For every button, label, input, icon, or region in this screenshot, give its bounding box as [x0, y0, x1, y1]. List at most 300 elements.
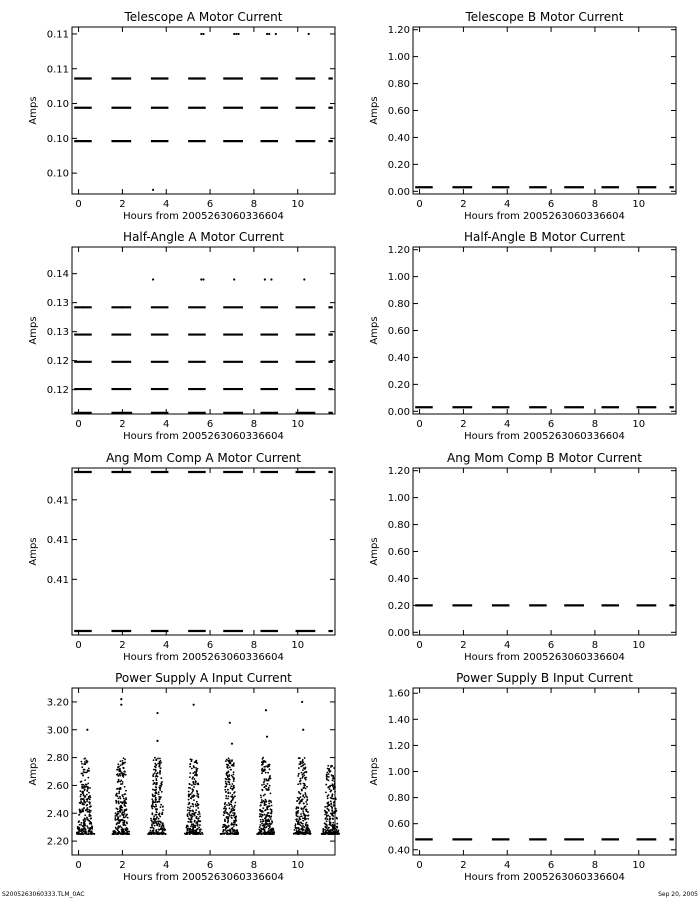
data-point	[226, 804, 228, 806]
data-point	[196, 801, 198, 803]
data-point	[158, 793, 160, 795]
y-tick-label: 0.80	[387, 793, 410, 805]
chart-title: Half-Angle A Motor Current	[123, 230, 284, 244]
data-point	[302, 795, 304, 797]
y-tick-label: 1.00	[387, 767, 410, 778]
plot-frame	[413, 688, 676, 855]
data-point	[304, 819, 306, 821]
data-point	[117, 797, 119, 799]
y-axis-label: Amps	[28, 316, 39, 345]
data-point	[300, 824, 302, 826]
data-point	[223, 829, 225, 831]
data-point	[159, 766, 161, 768]
data-point	[123, 763, 125, 765]
data-point	[196, 824, 198, 826]
data-cluster	[76, 757, 95, 835]
data-point	[303, 833, 305, 835]
data-point	[82, 773, 84, 775]
data-point	[300, 793, 302, 795]
data-point	[231, 800, 233, 802]
plot-frame	[413, 247, 676, 414]
data-point	[229, 815, 231, 817]
data-point	[303, 813, 305, 815]
data-point	[261, 823, 263, 825]
data-point	[86, 801, 88, 803]
data-point	[265, 820, 267, 822]
data-point	[224, 806, 226, 808]
data-point	[161, 833, 163, 835]
data-point	[331, 783, 333, 785]
chart-title: Telescope A Motor Current	[124, 10, 283, 24]
data-point	[121, 833, 123, 835]
data-point	[192, 806, 194, 808]
data-point	[197, 813, 199, 815]
data-point	[234, 816, 236, 818]
data-point	[265, 827, 267, 829]
data-point	[227, 822, 229, 824]
data-point	[115, 807, 117, 809]
data-point	[122, 796, 124, 798]
data-point	[117, 775, 119, 777]
data-point	[81, 798, 83, 800]
data-point	[152, 793, 154, 795]
data-point	[83, 801, 85, 803]
y-tick-label: 0.12	[46, 385, 69, 397]
data-point	[300, 796, 302, 798]
data-point	[262, 789, 264, 791]
data-point	[120, 805, 122, 807]
data-point	[231, 783, 233, 785]
data-point	[126, 823, 128, 825]
y-tick-label: 3.20	[46, 697, 69, 709]
data-point	[160, 762, 162, 764]
data-point	[79, 833, 81, 835]
data-point	[119, 815, 121, 817]
data-point	[329, 816, 331, 818]
y-tick-label: 1.60	[387, 688, 410, 700]
data-point	[90, 818, 92, 820]
data-point	[159, 787, 161, 789]
chart-panel-2	[369, 10, 676, 222]
data-point	[155, 791, 157, 793]
data-point	[191, 816, 193, 818]
data-point	[271, 813, 273, 815]
data-point	[265, 788, 267, 790]
data-point	[295, 808, 297, 810]
y-tick-label: 1.20	[387, 25, 410, 37]
data-point	[81, 763, 83, 765]
data-point	[83, 795, 85, 797]
data-point	[261, 769, 263, 771]
data-point	[270, 792, 272, 794]
y-tick-label: 2.20	[46, 836, 69, 848]
data-point	[336, 827, 338, 829]
data-point	[305, 825, 307, 827]
data-point	[155, 805, 157, 807]
data-point	[192, 810, 194, 812]
data-point	[152, 803, 154, 805]
data-point	[112, 830, 114, 832]
data-point	[333, 805, 335, 807]
data-point	[297, 775, 299, 777]
data-point	[295, 833, 297, 835]
data-point	[188, 811, 190, 813]
data-point	[195, 822, 197, 824]
data-point	[200, 33, 202, 35]
data-point	[233, 814, 235, 816]
data-point	[232, 807, 234, 809]
data-point	[117, 773, 119, 775]
data-point	[158, 814, 160, 816]
data-point	[83, 789, 85, 791]
data-point	[330, 831, 332, 833]
data-point	[83, 798, 85, 800]
data-point	[159, 773, 161, 775]
x-tick-label: 2	[119, 860, 126, 871]
data-point	[196, 833, 198, 835]
data-point	[304, 792, 306, 794]
y-tick-label: 0.10	[46, 168, 69, 180]
data-point	[260, 797, 262, 799]
data-point	[117, 781, 119, 783]
data-point	[193, 833, 195, 835]
data-point	[152, 829, 154, 831]
data-point	[156, 740, 158, 742]
data-point	[233, 771, 235, 773]
data-point	[330, 803, 332, 805]
data-point	[82, 775, 84, 777]
data-point	[123, 831, 125, 833]
data-point	[294, 825, 296, 827]
data-point	[154, 825, 156, 827]
y-axis-label: Amps	[28, 757, 39, 786]
data-point	[228, 825, 230, 827]
data-point	[117, 769, 119, 771]
x-axis-label: Hours from 2005263060336604	[123, 652, 284, 663]
data-point	[151, 798, 153, 800]
y-tick-label: 1.00	[387, 493, 410, 505]
data-point	[330, 813, 332, 815]
data-point	[120, 819, 122, 821]
data-point	[306, 786, 308, 788]
data-point	[194, 774, 196, 776]
data-point	[78, 833, 80, 835]
data-point	[86, 794, 88, 796]
x-axis-label: Hours from 2005263060336604	[464, 872, 625, 883]
data-point	[189, 758, 191, 760]
data-cluster	[293, 757, 312, 835]
data-point	[198, 817, 200, 819]
data-point	[233, 825, 235, 827]
x-tick-label: 0	[75, 640, 82, 651]
data-point	[229, 779, 231, 781]
data-point	[153, 819, 155, 821]
data-point	[299, 778, 301, 780]
chart-panel-6	[369, 451, 676, 663]
x-tick-label: 4	[504, 640, 511, 651]
data-point	[232, 794, 234, 796]
data-point	[306, 796, 308, 798]
chart-panel-1	[28, 10, 335, 222]
data-point	[233, 806, 235, 808]
data-point	[270, 778, 272, 780]
data-point	[87, 786, 89, 788]
y-tick-label: 0.11	[46, 64, 69, 76]
data-point	[88, 770, 90, 772]
data-point	[191, 784, 193, 786]
data-point	[324, 814, 326, 816]
data-point	[229, 792, 231, 794]
data-point	[235, 833, 237, 835]
data-point	[306, 803, 308, 805]
y-tick-label: 0.00	[387, 406, 410, 418]
data-point	[299, 802, 301, 804]
data-point	[189, 772, 191, 774]
data-point	[83, 758, 85, 760]
data-point	[196, 816, 198, 818]
data-point	[158, 829, 160, 831]
data-point	[230, 787, 232, 789]
data-point	[301, 815, 303, 817]
data-point	[125, 809, 127, 811]
data-point	[327, 829, 329, 831]
data-point	[266, 833, 268, 835]
data-point	[268, 803, 270, 805]
data-point	[266, 736, 268, 738]
data-point	[120, 698, 122, 700]
data-point	[88, 768, 90, 770]
x-tick-label: 0	[75, 860, 82, 871]
data-point	[271, 805, 273, 807]
data-point	[162, 830, 164, 832]
data-point	[197, 828, 199, 830]
data-point	[119, 774, 121, 776]
data-point	[158, 791, 160, 793]
data-point	[159, 785, 161, 787]
data-point	[121, 802, 123, 804]
data-point	[266, 806, 268, 808]
data-point	[322, 830, 324, 832]
data-point	[296, 806, 298, 808]
data-point	[116, 788, 118, 790]
data-cluster	[184, 758, 204, 835]
data-point	[233, 780, 235, 782]
data-point	[193, 786, 195, 788]
data-point	[83, 820, 85, 822]
x-tick-label: 6	[206, 860, 214, 871]
data-point	[82, 306, 84, 308]
data-point	[330, 800, 332, 802]
data-point	[262, 807, 264, 809]
data-point	[125, 774, 127, 776]
data-point	[85, 784, 87, 786]
data-point	[298, 763, 300, 765]
data-point	[89, 798, 91, 800]
x-axis-label: Hours from 2005263060336604	[123, 872, 284, 883]
data-point	[261, 811, 263, 813]
data-point	[127, 833, 129, 835]
y-tick-label: 0.41	[46, 495, 69, 507]
data-point	[80, 796, 82, 798]
data-point	[301, 760, 303, 762]
data-point	[305, 828, 307, 830]
data-point	[302, 817, 304, 819]
chart-panel-5	[28, 451, 335, 663]
data-point	[235, 824, 237, 826]
x-tick-label: 0	[75, 419, 82, 430]
data-point	[82, 803, 84, 805]
data-point	[197, 820, 199, 822]
data-point	[120, 704, 122, 706]
x-tick-label: 2	[119, 199, 126, 210]
data-point	[333, 798, 335, 800]
data-point	[121, 829, 123, 831]
y-tick-label: 3.00	[46, 725, 69, 737]
data-point	[224, 802, 226, 804]
data-point	[261, 764, 263, 766]
data-point	[155, 811, 157, 813]
data-point	[260, 804, 262, 806]
data-point	[152, 783, 154, 785]
y-tick-label: 0.40	[387, 573, 410, 585]
data-point	[84, 769, 86, 771]
x-tick-label: 8	[591, 640, 599, 651]
data-point	[117, 811, 119, 813]
data-point	[293, 833, 295, 835]
y-tick-label: 0.13	[46, 327, 69, 339]
data-point	[117, 829, 119, 831]
data-point	[332, 779, 334, 781]
data-point	[190, 797, 192, 799]
data-point	[229, 807, 231, 809]
chart-title: Telescope B Motor Current	[465, 10, 624, 24]
data-point	[260, 819, 262, 821]
x-tick-label: 10	[632, 199, 646, 210]
data-point	[159, 824, 161, 826]
data-point	[200, 278, 202, 280]
data-point	[298, 818, 300, 820]
x-tick-label: 6	[547, 199, 555, 210]
y-axis-label: Amps	[28, 96, 39, 125]
x-tick-label: 2	[460, 640, 467, 651]
data-point	[197, 803, 199, 805]
data-point	[78, 829, 80, 831]
data-point	[186, 829, 188, 831]
data-point	[194, 825, 196, 827]
data-point	[324, 829, 326, 831]
data-point	[120, 781, 122, 783]
data-point	[82, 825, 84, 827]
data-point	[189, 819, 191, 821]
data-point	[267, 783, 269, 785]
data-point	[233, 33, 235, 35]
data-point	[196, 793, 198, 795]
data-point	[186, 825, 188, 827]
data-point	[265, 766, 267, 768]
data-point	[330, 818, 332, 820]
data-point	[325, 823, 327, 825]
x-tick-label: 4	[163, 640, 170, 651]
data-point	[263, 800, 265, 802]
data-point	[83, 804, 85, 806]
y-tick-label: 2.80	[46, 753, 69, 765]
data-point	[80, 824, 82, 826]
data-point	[296, 827, 298, 829]
y-axis-label: Amps	[28, 537, 39, 566]
data-point	[258, 833, 260, 835]
data-point	[226, 772, 228, 774]
data-point	[151, 825, 153, 827]
data-point	[155, 769, 157, 771]
y-tick-label: 0.60	[387, 106, 410, 117]
data-point	[231, 817, 233, 819]
data-point	[187, 809, 189, 811]
data-point	[329, 821, 331, 823]
data-point	[306, 808, 308, 810]
data-point	[333, 767, 335, 769]
x-axis-label: Hours from 2005263060336604	[464, 211, 625, 222]
data-point	[333, 830, 335, 832]
data-point	[224, 812, 226, 814]
y-tick-label: 0.80	[387, 299, 410, 311]
data-point	[262, 757, 264, 759]
data-cluster	[147, 757, 166, 835]
data-point	[327, 765, 329, 767]
data-point	[263, 795, 265, 797]
data-cluster	[112, 757, 130, 835]
data-point	[89, 802, 91, 804]
data-point	[191, 778, 193, 780]
data-point	[329, 785, 331, 787]
data-point	[259, 816, 261, 818]
data-point	[122, 781, 124, 783]
data-point	[82, 833, 84, 835]
data-point	[188, 783, 190, 785]
data-point	[151, 821, 153, 823]
x-tick-label: 6	[206, 199, 214, 210]
data-point	[305, 833, 307, 835]
plot-frame	[72, 27, 335, 194]
data-point	[195, 809, 197, 811]
data-point	[259, 830, 261, 832]
data-point	[115, 831, 117, 833]
data-point	[230, 785, 232, 787]
x-axis-label: Hours from 2005263060336604	[464, 431, 625, 442]
data-point	[304, 797, 306, 799]
data-point	[304, 768, 306, 770]
data-point	[81, 808, 83, 810]
y-tick-label: 0.20	[387, 379, 410, 391]
data-point	[188, 799, 190, 801]
data-point	[155, 808, 157, 810]
data-point	[326, 777, 328, 779]
data-point	[336, 823, 338, 825]
data-point	[160, 822, 162, 824]
data-point	[324, 806, 326, 808]
data-point	[299, 761, 301, 763]
data-point	[233, 823, 235, 825]
x-tick-label: 2	[119, 640, 126, 651]
data-point	[270, 829, 272, 831]
data-point	[260, 802, 262, 804]
data-point	[199, 815, 201, 817]
data-point	[155, 804, 157, 806]
data-point	[233, 762, 235, 764]
y-tick-label: 0.00	[387, 627, 410, 639]
data-point	[121, 772, 123, 774]
data-point	[332, 818, 334, 820]
data-point	[269, 800, 271, 802]
